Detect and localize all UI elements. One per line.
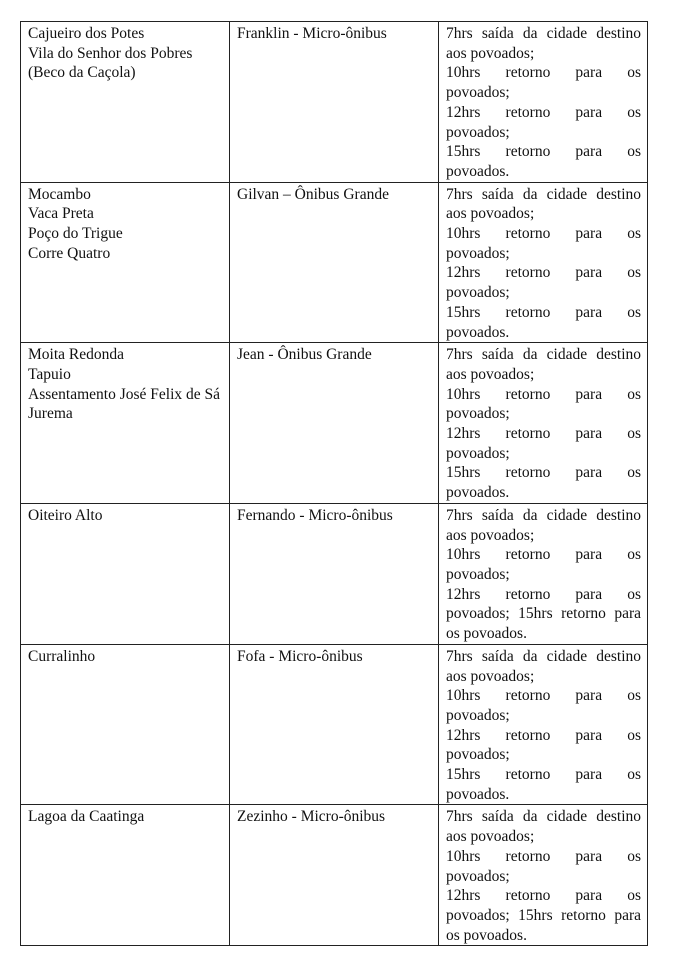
localities-cell <box>21 182 230 343</box>
table-row <box>21 503 648 644</box>
localities-cell <box>21 343 230 504</box>
schedule-time: 10hrs retorno para os povoados; <box>446 385 641 423</box>
table-row <box>21 22 648 183</box>
schedule-time: 10hrs retorno para os povoados; <box>446 546 641 583</box>
schedule-time: 12hrs retorno para os povoados; <box>446 103 641 141</box>
locality-name: Poço do Trigue <box>28 225 123 243</box>
table-row <box>21 644 648 805</box>
schedule-time: 12hrs retorno para os povoados; 15hrs retorno para os povoados. <box>446 887 641 944</box>
schedule-time: 10hrs retorno para os povoados; <box>446 225 641 262</box>
schedule-cell <box>439 503 648 644</box>
schedule-time: 12hrs retorno para os povoados; <box>446 425 641 462</box>
driver-vehicle-cell: Fernando - Micro-ônibus <box>230 503 439 644</box>
locality-name: Moita Redonda <box>28 346 124 364</box>
localities-cell <box>21 22 230 183</box>
locality-name: Jurema <box>28 405 73 423</box>
schedule-time: 10hrs retorno para os povoados; <box>446 847 641 885</box>
locality-name: Mocambo <box>28 185 91 203</box>
locality-name: Vaca Preta <box>28 205 94 223</box>
schedule-time: 12hrs retorno para os povoados; <box>446 264 641 302</box>
localities-cell <box>21 805 230 946</box>
localities-cell <box>21 644 230 805</box>
locality-name: Vila do Senhor dos Pobres <box>28 44 193 62</box>
schedule-time: 12hrs retorno para os povoados; 15hrs retorno para os povoados. <box>446 585 641 643</box>
locality-name: Oiteiro Alto <box>28 506 103 524</box>
locality-name: Tapuio <box>28 365 71 383</box>
schedule-table <box>20 21 648 946</box>
schedule-time: 7hrs saída da cidade destino aos povoados; <box>446 185 641 223</box>
table-row <box>21 182 648 343</box>
table-row <box>21 343 648 504</box>
driver-vehicle-cell: Fofa - Micro-ônibus <box>230 644 439 805</box>
schedule-cell <box>439 644 648 805</box>
schedule-time: 10hrs retorno para os povoados; <box>446 687 641 724</box>
driver-vehicle-cell: Gilvan – Ônibus Grande <box>230 182 439 343</box>
schedule-cell <box>439 22 648 183</box>
locality-name: Cajueiro dos Potes <box>28 25 145 42</box>
schedule-time: 7hrs saída da cidade destino aos povoados; <box>446 647 641 685</box>
locality-name: (Beco da Caçola) <box>28 64 136 82</box>
schedule-time: 15hrs retorno para os povoados. <box>446 143 641 180</box>
schedule-table-body <box>21 22 648 946</box>
driver-vehicle-cell: Jean - Ônibus Grande <box>230 343 439 504</box>
locality-name: Corre Quatro <box>28 244 111 262</box>
schedule-time: 7hrs saída da cidade destino aos povoados; <box>446 25 641 62</box>
schedule-time: 7hrs saída da cidade destino aos povoados; <box>446 808 641 846</box>
schedule-time: 10hrs retorno para os povoados; <box>446 64 641 102</box>
driver-vehicle-cell: Franklin - Micro-ônibus <box>230 22 439 183</box>
schedule-cell <box>439 805 648 946</box>
locality-name: Lagoa da Caatinga <box>28 808 145 826</box>
schedule-time: 7hrs saída da cidade destino aos povoados; <box>446 506 641 544</box>
locality-name: Assentamento José Felix de Sá <box>28 385 221 403</box>
schedule-time: 12hrs retorno para os povoados; <box>446 726 641 764</box>
driver-vehicle-cell: Zezinho - Micro-ônibus <box>230 805 439 946</box>
schedule-time: 7hrs saída da cidade destino aos povoados; <box>446 346 641 383</box>
schedule-cell <box>439 343 648 504</box>
table-row <box>21 805 648 946</box>
schedule-time: 15hrs retorno para os povoados. <box>446 464 641 502</box>
localities-cell <box>21 503 230 644</box>
schedule-cell <box>439 182 648 343</box>
schedule-time: 15hrs retorno para os povoados. <box>446 766 641 803</box>
locality-name: Curralinho <box>28 647 96 665</box>
schedule-time: 15hrs retorno para os povoados. <box>446 303 641 341</box>
